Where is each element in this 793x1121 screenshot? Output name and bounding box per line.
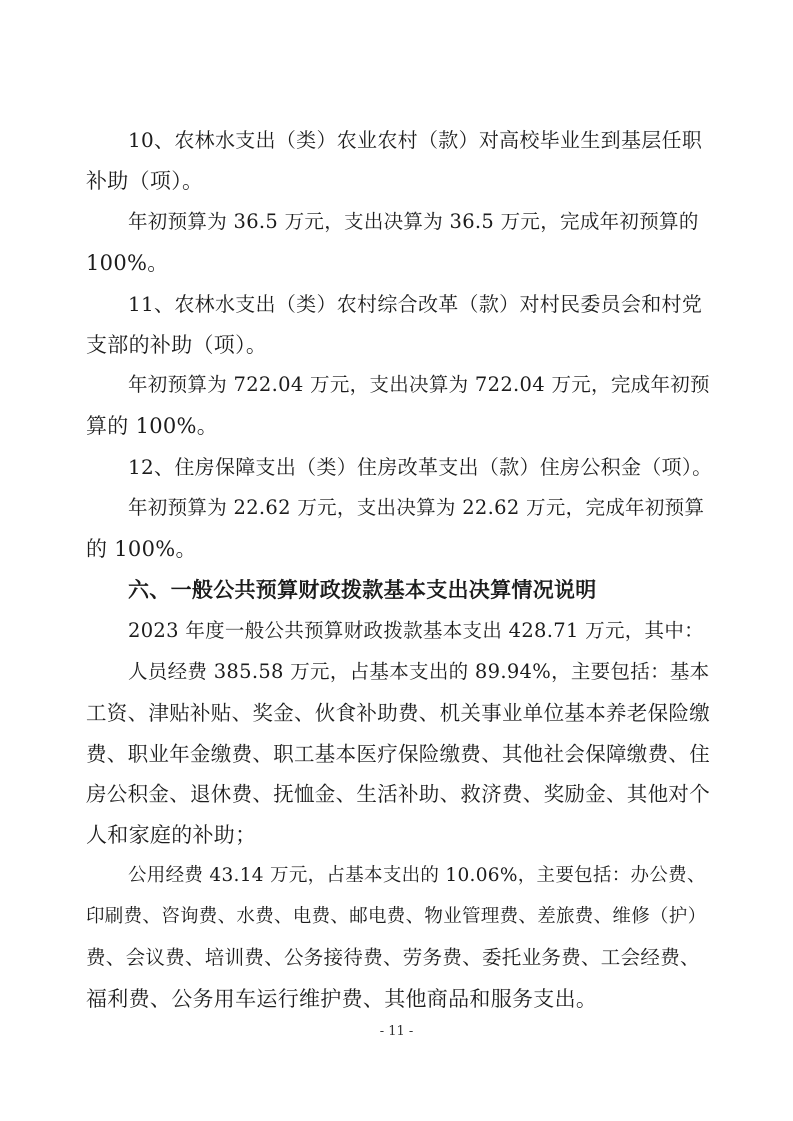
personnel-expense-line-2: 工资、津贴补贴、奖金、伙食补助费、机关事业单位基本养老保险缴 [86,701,710,725]
item-10-budget-line-1: 年初预算为 36.5 万元，支出决算为 36.5 万元，完成年初预算的 [128,210,699,233]
page-number: - 11 - [379,1024,414,1039]
basic-expenditure-summary: 2023 年度一般公共预算财政拨款基本支出 428.71 万元，其中： [128,619,704,642]
item-10-budget-line-2: 100%。 [86,251,169,275]
public-expense-line-4: 福利费、公务用车运行维护费、其他商品和服务支出。 [86,987,598,1011]
item-12-budget-line-2: 的 100%。 [86,537,197,561]
personnel-expense-line-1: 人员经费 385.58 万元，占基本支出的 89.94%，主要包括：基本 [128,660,710,683]
item-11-budget-line-1: 年初预算为 722.04 万元，支出决算为 722.04 万元，完成年初预 [128,373,710,396]
item-12-title: 12、住房保障支出（类）住房改革支出（款）住房公积金（项）。 [128,455,713,479]
item-11-title-line-2: 支部的补助（项）。 [86,333,268,357]
item-10-title-line-2: 补助（项）。 [86,169,204,193]
public-expense-line-1: 公用经费 43.14 万元，占基本支出的 10.06%，主要包括：办公费、 [128,865,706,886]
section-6-heading: 六、一般公共预算财政拨款基本支出决算情况说明 [128,578,597,602]
item-11-title-line-1: 11、农林水支出（类）农村综合改革（款）对村民委员会和村党 [128,292,703,316]
public-expense-line-3: 费、会议费、培训费、公务接待费、劳务费、委托业务费、工会经费、 [86,946,700,969]
item-10-title-line-1: 10、农林水支出（类）农业农村（款）对高校毕业生到基层任职 [128,128,703,152]
item-11-budget-line-2: 算的 100%。 [86,414,219,438]
personnel-expense-line-3: 费、职业年金缴费、职工基本医疗保险缴费、其他社会保障缴费、住 [86,742,710,766]
public-expense-line-2: 印刷费、咨询费、水费、电费、邮电费、物业管理费、差旅费、维修（护） [86,906,707,927]
item-12-budget-line-1: 年初预算为 22.62 万元，支出决算为 22.62 万元，完成年初预算 [128,496,705,519]
personnel-expense-line-5: 人和家庭的补助； [86,823,257,847]
personnel-expense-line-4: 房公积金、退休费、抚恤金、生活补助、救济费、奖励金、其他对个 [86,782,710,806]
